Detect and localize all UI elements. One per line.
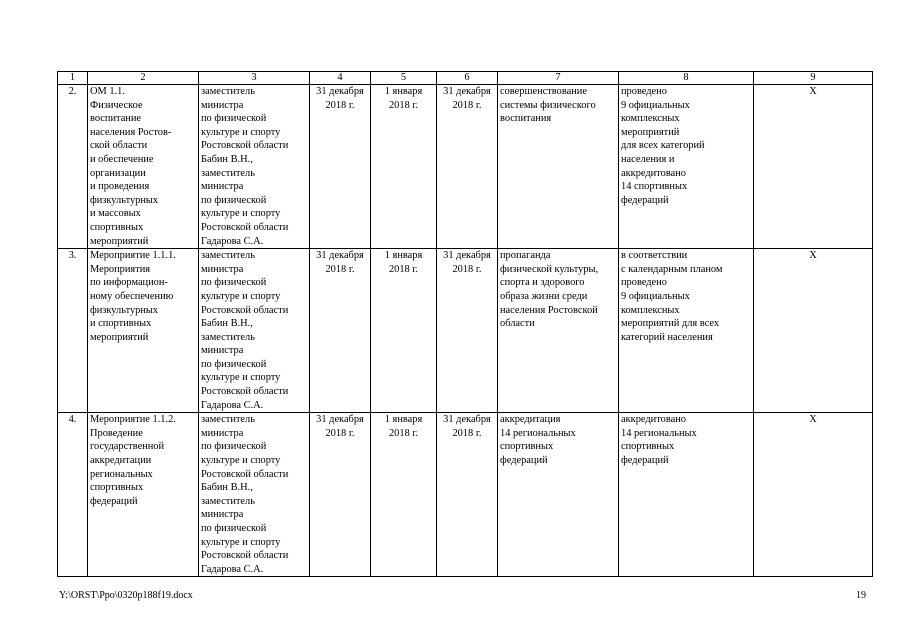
column-number: 9: [754, 72, 873, 85]
column-number: 6: [437, 72, 498, 85]
date-col4: 31 декабря 2018 г.: [310, 249, 371, 413]
document-file-path: Y:\ORST\Ppo\0320p188f19.docx: [59, 590, 193, 601]
table-row: [58, 85, 873, 249]
column-number-row: [58, 72, 873, 85]
date-col4: 31 декабря 2018 г.: [310, 413, 371, 577]
responsible-executor: заместитель министра по физической культуре и спорту Ростовской области Бабин В.Н., заместитель министра по физической культуре и спорту Ростовской области Гадарова С.А.: [199, 85, 310, 249]
date-col6: 31 декабря 2018 г.: [437, 413, 498, 577]
row-number: 4.: [58, 413, 88, 577]
col9-mark: Х: [754, 249, 873, 413]
actual-result: в соответствии с календарным планом проведено 9 официальных комплексных мероприятий для всех категорий населения: [619, 249, 754, 413]
column-number: 3: [199, 72, 310, 85]
responsible-executor: заместитель министра по физической культуре и спорту Ростовской области Бабин В.Н., заместитель министра по физической культуре и спорту Ростовской области Гадарова С.А.: [199, 249, 310, 413]
column-number: 4: [310, 72, 371, 85]
row-number: 3.: [58, 249, 88, 413]
measure-name: ОМ 1.1. Физическое воспитание населения Ростов- ской области и обеспечение организации и проведения физкультурных и массовых спортивных мероприятий: [88, 85, 199, 249]
date-col4: 31 декабря 2018 г.: [310, 85, 371, 249]
column-number: 5: [371, 72, 437, 85]
col9-mark: Х: [754, 413, 873, 577]
plan-table: [57, 71, 873, 577]
table-row: [58, 413, 873, 577]
measure-name: Мероприятие 1.1.1. Мероприятия по информацион- ному обеспечению физкультурных и спортивных мероприятий: [88, 249, 199, 413]
date-col5: 1 января 2018 г.: [371, 85, 437, 249]
actual-result: аккредитовано 14 региональных спортивных федераций: [619, 413, 754, 577]
date-col6: 31 декабря 2018 г.: [437, 249, 498, 413]
column-number: 8: [619, 72, 754, 85]
column-number: 1: [58, 72, 88, 85]
measure-name: Мероприятие 1.1.2. Проведение государственной аккредитации региональных спортивных федераций: [88, 413, 199, 577]
page-number: 19: [856, 590, 866, 601]
actual-result: проведено 9 официальных комплексных мероприятий для всех категорий населения и аккредитовано 14 спортивных федераций: [619, 85, 754, 249]
date-col5: 1 января 2018 г.: [371, 249, 437, 413]
col9-mark: Х: [754, 85, 873, 249]
table-row: [58, 249, 873, 413]
expected-result: аккредитация 14 региональных спортивных федераций: [498, 413, 619, 577]
expected-result: пропаганда физической культуры, спорта и здорового образа жизни среди населения Ростовской области: [498, 249, 619, 413]
column-number: 2: [88, 72, 199, 85]
expected-result: совершенствование системы физического воспитания: [498, 85, 619, 249]
date-col5: 1 января 2018 г.: [371, 413, 437, 577]
column-number: 7: [498, 72, 619, 85]
responsible-executor: заместитель министра по физической культуре и спорту Ростовской области Бабин В.Н., заместитель министра по физической культуре и спорту Ростовской области Гадарова С.А.: [199, 413, 310, 577]
row-number: 2.: [58, 85, 88, 249]
date-col6: 31 декабря 2018 г.: [437, 85, 498, 249]
